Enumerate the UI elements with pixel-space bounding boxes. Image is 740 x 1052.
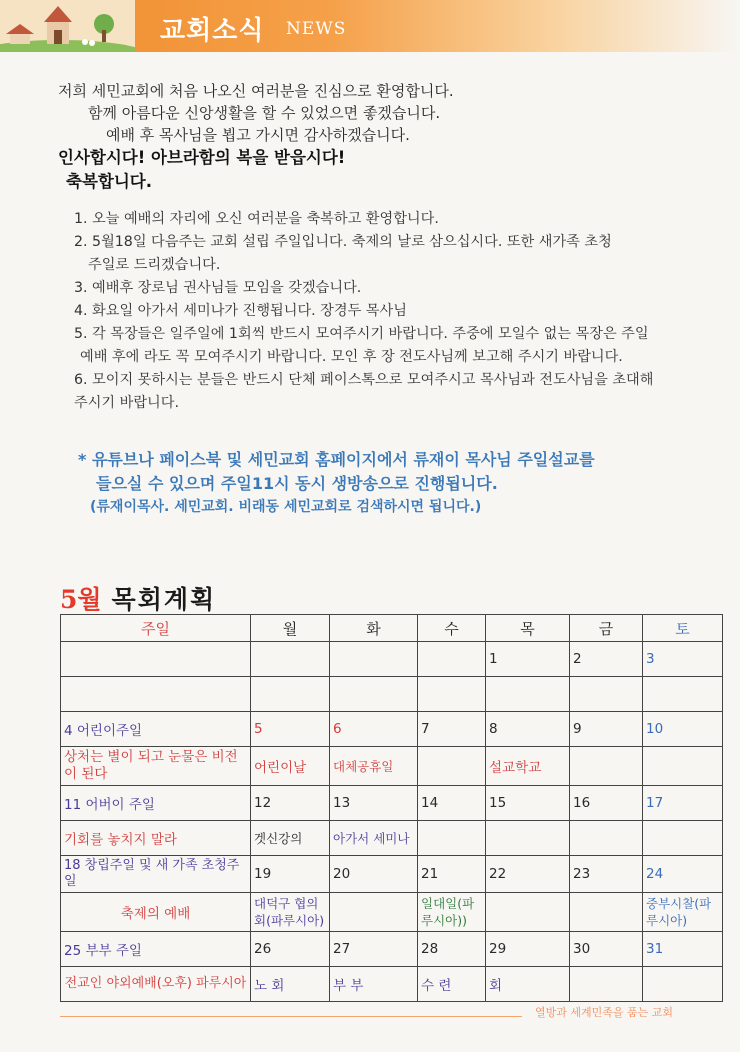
calendar-cell: 8 bbox=[486, 712, 570, 747]
calendar-cell: 노 회 bbox=[251, 967, 330, 1002]
footer-divider bbox=[60, 1016, 522, 1017]
calendar-cell bbox=[643, 677, 723, 712]
notice-item-continued: 주시기 바랍니다. bbox=[74, 395, 179, 411]
weekday-header: 목 bbox=[486, 615, 570, 642]
calendar-cell bbox=[330, 893, 418, 932]
notice-item: 5. 각 목장들은 일주일에 1회씩 반드시 모여주시기 바랍니다. 주중에 모일수 없는 목장은 주일 bbox=[74, 326, 649, 342]
broadcast-line: * 유튜브나 페이스북 및 세민교회 홈페이지에서 류재이 목사님 주일설교를 bbox=[78, 450, 595, 469]
calendar-cell: 6 bbox=[330, 712, 418, 747]
calendar-cell: 31 bbox=[643, 932, 723, 967]
welcome-message bbox=[58, 80, 698, 194]
calendar-cell: 13 bbox=[330, 786, 418, 821]
calendar-cell: 수 련 bbox=[418, 967, 486, 1002]
notice-item-continued: 예배 후에 라도 꼭 모여주시기 바랍니다. 모인 후 장 전도사님께 보고해 주시기 바랍니다. bbox=[80, 349, 623, 365]
greeting-line: 인사합시다! 아브라함의 복을 받읍시다! bbox=[58, 148, 346, 167]
calendar-cell: 전교인 야외예배(오후) 파루시아 bbox=[61, 967, 251, 1002]
notice-item: 6. 모이지 못하시는 분들은 반드시 단체 페이스톡으로 모여주시고 목사님과 전도사님을 초대해 bbox=[74, 372, 654, 388]
calendar-cell bbox=[570, 747, 643, 786]
weekday-header: 금 bbox=[570, 615, 643, 642]
weekday-header: 월 bbox=[251, 615, 330, 642]
calendar-cell: 회 bbox=[486, 967, 570, 1002]
welcome-line: 저희 세민교회에 처음 나오신 여러분을 진심으로 환영합니다. bbox=[58, 82, 454, 100]
calendar-cell bbox=[486, 821, 570, 856]
calendar-cell bbox=[643, 821, 723, 856]
welcome-line: 예배 후 목사님을 뵙고 가시면 감사하겠습니다. bbox=[106, 126, 410, 144]
calendar-cell: 3 bbox=[643, 642, 723, 677]
calendar-cell: 20 bbox=[330, 856, 418, 893]
footer-slogan: 열방과 세계민족을 품는 교회 bbox=[535, 1006, 674, 1019]
calendar-cell bbox=[570, 677, 643, 712]
calendar-cell: 어린이날 bbox=[251, 747, 330, 786]
weekday-header: 수 bbox=[418, 615, 486, 642]
calendar-cell: 16 bbox=[570, 786, 643, 821]
calendar-cell bbox=[251, 677, 330, 712]
weekday-header: 화 bbox=[330, 615, 418, 642]
calendar-event-row bbox=[61, 821, 723, 856]
church-illustration bbox=[0, 0, 135, 52]
calendar-date-row bbox=[61, 712, 723, 747]
calendar-cell bbox=[61, 677, 251, 712]
calendar-title: 목회계획 bbox=[111, 585, 217, 614]
calendar-event-row bbox=[61, 677, 723, 712]
calendar-cell: 9 bbox=[570, 712, 643, 747]
calendar-cell: 1 bbox=[486, 642, 570, 677]
calendar-cell: 28 bbox=[418, 932, 486, 967]
calendar-cell: 일대일(파루시아)) bbox=[418, 893, 486, 932]
notice-item: 1. 오늘 예배의 자리에 오신 여러분을 축복하고 환영합니다. bbox=[74, 211, 439, 227]
calendar-cell: 22 bbox=[486, 856, 570, 893]
calendar-cell: 23 bbox=[570, 856, 643, 893]
calendar-cell bbox=[486, 893, 570, 932]
calendar-cell: 설교학교 bbox=[486, 747, 570, 786]
calendar-cell: 7 bbox=[418, 712, 486, 747]
calendar-cell bbox=[570, 967, 643, 1002]
calendar-cell bbox=[418, 677, 486, 712]
calendar-cell: 대덕구 협의회(파루시아) bbox=[251, 893, 330, 932]
calendar-cell: 14 bbox=[418, 786, 486, 821]
calendar-cell: 상처는 별이 되고 눈물은 비전이 된다 bbox=[61, 747, 251, 786]
calendar-cell bbox=[418, 642, 486, 677]
notice-list bbox=[74, 208, 714, 415]
calendar-cell: 15 bbox=[486, 786, 570, 821]
calendar-cell: 21 bbox=[418, 856, 486, 893]
calendar-date-row bbox=[61, 932, 723, 967]
calendar-cell: 27 bbox=[330, 932, 418, 967]
calendar-cell: 축제의 예배 bbox=[61, 893, 251, 932]
calendar-cell: 5 bbox=[251, 712, 330, 747]
calendar-cell bbox=[330, 642, 418, 677]
calendar-date-row bbox=[61, 856, 723, 893]
calendar-cell: 10 bbox=[643, 712, 723, 747]
calendar-cell: 2 bbox=[570, 642, 643, 677]
calendar-cell: 4 어린이주일 bbox=[61, 712, 251, 747]
calendar-heading bbox=[60, 580, 216, 616]
calendar-cell: 30 bbox=[570, 932, 643, 967]
calendar-cell bbox=[418, 747, 486, 786]
calendar-cell: 아가서 세미나 bbox=[330, 821, 418, 856]
calendar-cell: 대체공휴일 bbox=[330, 747, 418, 786]
calendar-cell: 25 부부 주일 bbox=[61, 932, 251, 967]
welcome-line: 함께 아름다운 신앙생활을 할 수 있었으면 좋겠습니다. bbox=[88, 104, 441, 122]
calendar-date-row bbox=[61, 786, 723, 821]
calendar-month: 5월 bbox=[60, 585, 102, 614]
section-title: 교회소식 bbox=[160, 16, 265, 46]
calendar-cell: 26 bbox=[251, 932, 330, 967]
broadcast-line: 들으실 수 있으며 주일11시 동시 생방송으로 진행됩니다. bbox=[96, 474, 498, 493]
calendar-date-row bbox=[61, 642, 723, 677]
calendar-cell: 29 bbox=[486, 932, 570, 967]
section-subtitle: NEWS bbox=[286, 19, 347, 39]
calendar-cell: 중부시찰(파루시아) bbox=[643, 893, 723, 932]
calendar-cell: 부 부 bbox=[330, 967, 418, 1002]
calendar-cell bbox=[486, 677, 570, 712]
calendar-cell: 24 bbox=[643, 856, 723, 893]
calendar-cell bbox=[418, 821, 486, 856]
broadcast-search-hint: (류재이목사. 세민교회. 비래동 세민교회로 검색하시면 됩니다.) bbox=[90, 499, 482, 515]
calendar-cell: 19 bbox=[251, 856, 330, 893]
blessing-line: 축복합니다. bbox=[66, 172, 152, 191]
calendar-cell: 겟신강의 bbox=[251, 821, 330, 856]
notice-item: 4. 화요일 아가서 세미나가 진행됩니다. 장경두 목사님 bbox=[74, 303, 407, 319]
calendar-cell: 18 창립주일 및 새 가족 초청주일 bbox=[61, 856, 251, 893]
calendar-cell bbox=[570, 821, 643, 856]
notice-item: 2. 5월18일 다음주는 교회 설립 주일입니다. 축제의 날로 삼으십시다. 또한 새가족 초청 bbox=[74, 234, 612, 250]
calendar-cell: 기회를 놓치지 말라 bbox=[61, 821, 251, 856]
calendar-cell bbox=[330, 677, 418, 712]
weekday-header-saturday: 토 bbox=[643, 615, 723, 642]
notice-item: 3. 예배후 장로님 권사님들 모임을 갖겠습니다. bbox=[74, 280, 362, 296]
calendar-event-row bbox=[61, 747, 723, 786]
calendar-cell bbox=[61, 642, 251, 677]
calendar-header-row bbox=[61, 615, 723, 642]
notice-item-continued: 주일로 드리겠습니다. bbox=[88, 257, 221, 273]
calendar-cell: 17 bbox=[643, 786, 723, 821]
calendar-cell bbox=[643, 747, 723, 786]
calendar-event-row bbox=[61, 967, 723, 1002]
weekday-header-sunday: 주일 bbox=[61, 615, 251, 642]
calendar-cell bbox=[643, 967, 723, 1002]
calendar-cell: 12 bbox=[251, 786, 330, 821]
monthly-calendar bbox=[60, 614, 723, 1002]
calendar-cell: 11 어버이 주일 bbox=[61, 786, 251, 821]
broadcast-notice bbox=[78, 448, 718, 518]
calendar-event-row bbox=[61, 893, 723, 932]
calendar-cell bbox=[251, 642, 330, 677]
calendar-cell bbox=[570, 893, 643, 932]
